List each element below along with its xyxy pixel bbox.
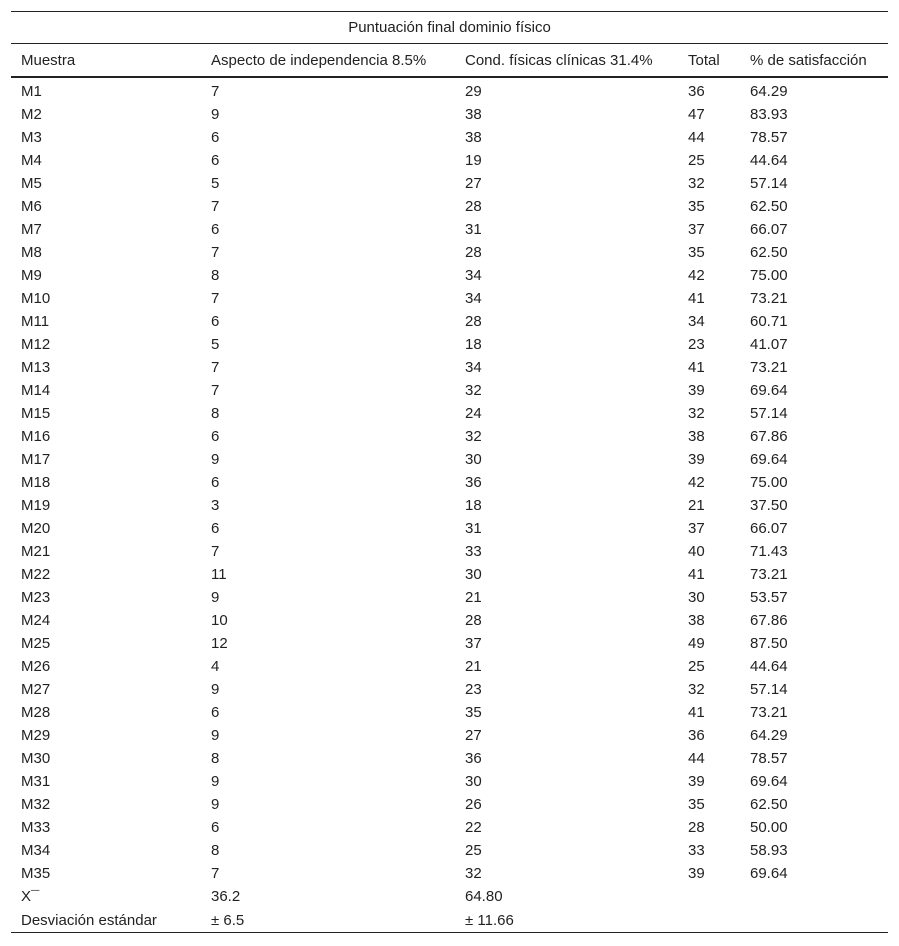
total-cell: 41 <box>688 704 705 721</box>
table-row <box>11 678 888 701</box>
independencia-cell: 6 <box>211 152 220 169</box>
satisfaccion-cell: 78.57 <box>750 129 788 146</box>
condiciones-cell: 38 <box>465 129 482 146</box>
satisfaccion-cell: 75.00 <box>750 474 788 491</box>
satisfaccion-cell: 53.57 <box>750 589 788 606</box>
muestra-cell: M3 <box>21 129 42 146</box>
satisfaccion-cell: 75.00 <box>750 267 788 284</box>
total-cell: 35 <box>688 244 705 261</box>
total-cell: 25 <box>688 658 705 675</box>
satisfaccion-cell: 87.50 <box>750 635 788 652</box>
total-cell: 42 <box>688 267 705 284</box>
condiciones-cell: ± 11.66 <box>455 908 678 933</box>
satisfaccion-cell: 57.14 <box>750 175 788 192</box>
muestra-cell: M8 <box>21 244 42 261</box>
condiciones-cell: 30 <box>465 451 482 468</box>
satisfaccion-cell: 69.64 <box>750 773 788 790</box>
satisfaccion-cell: 73.21 <box>750 290 788 307</box>
total-cell: 35 <box>688 198 705 215</box>
data-table-container <box>11 11 888 933</box>
muestra-cell: M12 <box>21 336 51 353</box>
satisfaccion-cell: 66.07 <box>750 520 788 537</box>
independencia-cell: 6 <box>211 221 220 238</box>
independencia-cell: 6 <box>211 819 220 836</box>
condiciones-cell: 31 <box>465 520 482 537</box>
satisfaccion-cell: 44.64 <box>750 152 788 169</box>
condiciones-cell: 22 <box>465 819 482 836</box>
satisfaccion-cell: 44.64 <box>750 658 788 675</box>
muestra-cell: M16 <box>21 428 51 445</box>
satisfaccion-cell: 69.64 <box>750 451 788 468</box>
independencia-cell: 9 <box>211 451 220 468</box>
table-header-row <box>11 44 888 78</box>
column-header-total: Total <box>678 44 740 78</box>
table-row <box>11 77 888 103</box>
muestra-cell: M6 <box>21 198 42 215</box>
satisfaccion-cell: 64.29 <box>750 83 788 100</box>
condiciones-cell: 31 <box>465 221 482 238</box>
independencia-cell: 6 <box>211 520 220 537</box>
muestra-cell: M32 <box>21 796 51 813</box>
total-cell: 38 <box>688 612 705 629</box>
independencia-cell: 8 <box>211 405 220 422</box>
satisfaccion-cell: 64.29 <box>750 727 788 744</box>
condiciones-cell: 35 <box>465 704 482 721</box>
table-row <box>11 862 888 885</box>
independencia-cell: 5 <box>211 336 220 353</box>
total-cell: 23 <box>688 336 705 353</box>
total-cell: 40 <box>688 543 705 560</box>
satisfaccion-cell <box>740 885 888 908</box>
satisfaccion-cell: 69.64 <box>750 382 788 399</box>
muestra-cell: X¯ <box>21 888 40 905</box>
table-row <box>11 494 888 517</box>
condiciones-cell: 37 <box>465 635 482 652</box>
total-cell: 47 <box>688 106 705 123</box>
muestra-cell: M22 <box>21 566 51 583</box>
total-cell: 28 <box>688 819 705 836</box>
condiciones-cell: 32 <box>465 382 482 399</box>
column-header-condiciones: Cond. físicas clínicas 31.4% <box>455 44 678 78</box>
table-row <box>11 540 888 563</box>
independencia-cell: ± 6.5 <box>201 908 455 933</box>
satisfaccion-cell: 69.64 <box>750 865 788 882</box>
total-cell: 32 <box>688 175 705 192</box>
independencia-cell: 7 <box>211 543 220 560</box>
independencia-cell: 7 <box>211 359 220 376</box>
satisfaccion-cell: 41.07 <box>750 336 788 353</box>
muestra-cell: M29 <box>21 727 51 744</box>
table-title: Puntuación final dominio físico <box>11 12 888 44</box>
condiciones-cell: 18 <box>465 497 482 514</box>
condiciones-cell: 28 <box>465 198 482 215</box>
satisfaccion-cell: 67.86 <box>750 428 788 445</box>
independencia-cell: 4 <box>211 658 220 675</box>
total-cell: 44 <box>688 129 705 146</box>
table-row <box>11 172 888 195</box>
muestra-cell: M24 <box>21 612 51 629</box>
column-header-independencia: Aspecto de independencia 8.5% <box>201 44 455 78</box>
satisfaccion-cell: 83.93 <box>750 106 788 123</box>
table-row <box>11 632 888 655</box>
satisfaccion-cell: 57.14 <box>750 405 788 422</box>
muestra-cell: M27 <box>21 681 51 698</box>
condiciones-cell: 34 <box>465 359 482 376</box>
condiciones-cell: 28 <box>465 244 482 261</box>
total-cell: 44 <box>688 750 705 767</box>
satisfaccion-cell: 73.21 <box>750 704 788 721</box>
muestra-cell: M26 <box>21 658 51 675</box>
table-row <box>11 149 888 172</box>
muestra-cell: M19 <box>21 497 51 514</box>
satisfaccion-cell: 58.93 <box>750 842 788 859</box>
total-cell: 39 <box>688 382 705 399</box>
condiciones-cell: 25 <box>465 842 482 859</box>
independencia-cell: 7 <box>211 865 220 882</box>
table-row <box>11 241 888 264</box>
total-cell: 38 <box>688 428 705 445</box>
muestra-cell: M23 <box>21 589 51 606</box>
table-row <box>11 839 888 862</box>
satisfaccion-cell: 66.07 <box>750 221 788 238</box>
independencia-cell: 8 <box>211 842 220 859</box>
table-row <box>11 563 888 586</box>
independencia-cell: 6 <box>211 313 220 330</box>
condiciones-cell: 19 <box>465 152 482 169</box>
satisfaccion-cell: 73.21 <box>750 359 788 376</box>
muestra-cell: Desviación estándar <box>11 908 201 933</box>
independencia-cell: 10 <box>211 612 228 629</box>
condiciones-cell: 18 <box>465 336 482 353</box>
total-cell: 30 <box>688 589 705 606</box>
table-row <box>11 126 888 149</box>
independencia-cell: 9 <box>211 727 220 744</box>
total-cell: 21 <box>688 497 705 514</box>
condiciones-cell: 32 <box>465 865 482 882</box>
table-row <box>11 425 888 448</box>
table-title-row <box>11 12 888 44</box>
independencia-cell: 9 <box>211 106 220 123</box>
satisfaccion-cell: 78.57 <box>750 750 788 767</box>
satisfaccion-cell: 60.71 <box>750 313 788 330</box>
muestra-cell: M7 <box>21 221 42 238</box>
condiciones-cell: 38 <box>465 106 482 123</box>
muestra-cell: M9 <box>21 267 42 284</box>
independencia-cell: 11 <box>211 566 227 583</box>
table-row <box>11 770 888 793</box>
total-cell <box>678 908 740 933</box>
satisfaccion-cell: 62.50 <box>750 796 788 813</box>
table-body <box>11 77 888 933</box>
independencia-cell: 9 <box>211 681 220 698</box>
muestra-cell: M18 <box>21 474 51 491</box>
condiciones-cell: 34 <box>465 290 482 307</box>
satisfaccion-cell: 62.50 <box>750 198 788 215</box>
total-cell: 32 <box>688 405 705 422</box>
muestra-cell: M4 <box>21 152 42 169</box>
total-cell: 34 <box>688 313 705 330</box>
table-row <box>11 379 888 402</box>
independencia-cell: 5 <box>211 175 220 192</box>
condiciones-cell: 21 <box>465 589 482 606</box>
total-cell: 35 <box>688 796 705 813</box>
muestra-cell: M30 <box>21 750 51 767</box>
column-header-satisfaccion: % de satisfacción <box>740 44 888 78</box>
independencia-cell: 6 <box>211 129 220 146</box>
satisfaccion-cell: 57.14 <box>750 681 788 698</box>
satisfaccion-cell: 50.00 <box>750 819 788 836</box>
table-row <box>11 103 888 126</box>
condiciones-cell: 64.80 <box>465 888 503 905</box>
table-row <box>11 609 888 632</box>
table-row <box>11 517 888 540</box>
total-cell: 39 <box>688 773 705 790</box>
condiciones-cell: 36 <box>465 474 482 491</box>
table-row <box>11 885 888 908</box>
total-cell: 49 <box>688 635 705 652</box>
muestra-cell: M20 <box>21 520 51 537</box>
condiciones-cell: 34 <box>465 267 482 284</box>
independencia-cell: 3 <box>211 497 220 514</box>
independencia-cell: 9 <box>211 796 220 813</box>
total-cell: 41 <box>688 566 705 583</box>
condiciones-cell: 32 <box>465 428 482 445</box>
condiciones-cell: 27 <box>465 727 482 744</box>
muestra-cell: M28 <box>21 704 51 721</box>
satisfaccion-cell: 71.43 <box>750 543 788 560</box>
condiciones-cell: 28 <box>465 612 482 629</box>
condiciones-cell: 29 <box>465 83 482 100</box>
condiciones-cell: 24 <box>465 405 482 422</box>
condiciones-cell: 36 <box>465 750 482 767</box>
independencia-cell: 7 <box>211 244 220 261</box>
table-row <box>11 218 888 241</box>
total-cell: 41 <box>688 290 705 307</box>
total-cell: 25 <box>688 152 705 169</box>
table-row <box>11 287 888 310</box>
muestra-cell: M31 <box>21 773 51 790</box>
table-row <box>11 195 888 218</box>
independencia-cell: 9 <box>211 773 220 790</box>
independencia-cell: 6 <box>211 704 220 721</box>
muestra-cell: M17 <box>21 451 51 468</box>
independencia-cell: 6 <box>211 428 220 445</box>
independencia-cell: 7 <box>211 382 220 399</box>
muestra-cell: M14 <box>21 382 51 399</box>
table-row <box>11 264 888 287</box>
total-cell: 39 <box>688 865 705 882</box>
column-header-muestra: Muestra <box>11 44 201 78</box>
condiciones-cell: 26 <box>465 796 482 813</box>
independencia-cell: 7 <box>211 290 220 307</box>
muestra-cell: M2 <box>21 106 42 123</box>
condiciones-cell: 30 <box>465 773 482 790</box>
table-row <box>11 586 888 609</box>
condiciones-cell: 21 <box>465 658 482 675</box>
muestra-cell: M15 <box>21 405 51 422</box>
muestra-cell: M25 <box>21 635 51 652</box>
muestra-cell: M5 <box>21 175 42 192</box>
muestra-cell: M35 <box>21 865 51 882</box>
independencia-cell: 9 <box>211 589 220 606</box>
condiciones-cell: 28 <box>465 313 482 330</box>
table-row <box>11 310 888 333</box>
muestra-cell: M1 <box>21 83 42 100</box>
independencia-cell: 8 <box>211 750 220 767</box>
muestra-cell: M10 <box>21 290 51 307</box>
satisfaccion-cell: 67.86 <box>750 612 788 629</box>
table-row <box>11 816 888 839</box>
table-row <box>11 402 888 425</box>
total-cell: 39 <box>688 451 705 468</box>
satisfaccion-cell: 73.21 <box>750 566 788 583</box>
independencia-cell: 7 <box>211 83 220 100</box>
satisfaccion-cell <box>740 908 888 933</box>
total-cell: 33 <box>688 842 705 859</box>
muestra-cell: M21 <box>21 543 51 560</box>
condiciones-cell: 23 <box>465 681 482 698</box>
independencia-cell: 36.2 <box>211 888 241 905</box>
physical-domain-table <box>11 11 888 933</box>
total-cell: 32 <box>688 681 705 698</box>
table-row <box>11 701 888 724</box>
independencia-cell: 6 <box>211 474 220 491</box>
independencia-cell: 7 <box>211 198 220 215</box>
satisfaccion-cell: 37.50 <box>750 497 788 514</box>
table-row <box>11 333 888 356</box>
muestra-cell: M13 <box>21 359 51 376</box>
table-row <box>11 747 888 770</box>
muestra-cell: M34 <box>21 842 51 859</box>
total-cell: 36 <box>688 83 705 100</box>
total-cell <box>678 885 740 908</box>
table-row <box>11 448 888 471</box>
total-cell: 37 <box>688 520 705 537</box>
total-cell: 42 <box>688 474 705 491</box>
condiciones-cell: 33 <box>465 543 482 560</box>
table-row <box>11 793 888 816</box>
satisfaccion-cell: 62.50 <box>750 244 788 261</box>
table-row <box>11 655 888 678</box>
muestra-cell: M33 <box>21 819 51 836</box>
table-row <box>11 471 888 494</box>
table-row <box>11 356 888 379</box>
condiciones-cell: 30 <box>465 566 482 583</box>
table-row <box>11 724 888 747</box>
total-cell: 37 <box>688 221 705 238</box>
total-cell: 36 <box>688 727 705 744</box>
table-row <box>11 908 888 933</box>
independencia-cell: 8 <box>211 267 220 284</box>
independencia-cell: 12 <box>211 635 228 652</box>
muestra-cell: M11 <box>21 313 50 330</box>
total-cell: 41 <box>688 359 705 376</box>
condiciones-cell: 27 <box>465 175 482 192</box>
